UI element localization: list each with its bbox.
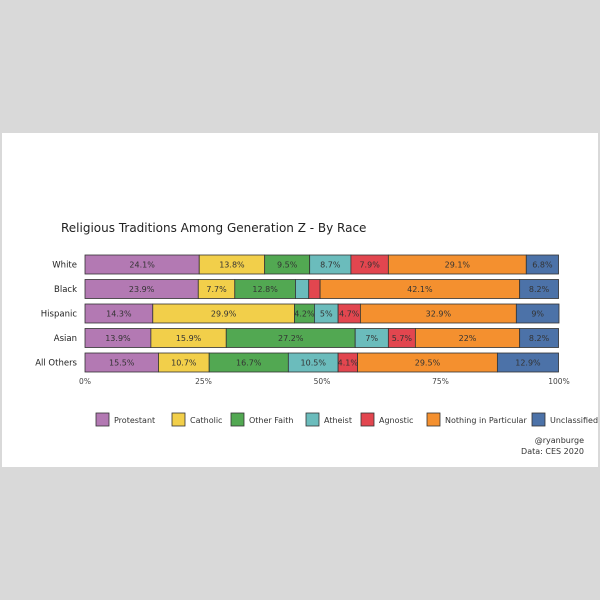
data-label: 27.2%: [278, 334, 304, 343]
legend-swatch: [172, 413, 185, 426]
category-label: Black: [54, 285, 77, 295]
legend-swatch: [361, 413, 374, 426]
data-label: 8.2%: [528, 285, 550, 294]
legend-swatch: [427, 413, 440, 426]
data-label: 42.1%: [407, 285, 433, 294]
category-label: Asian: [53, 334, 77, 344]
data-label: 32.9%: [425, 309, 452, 319]
data-label: 4.7%: [339, 309, 360, 319]
bar-segment: [309, 280, 320, 299]
data-label: 4.2%: [294, 309, 315, 319]
data-label: 12.9%: [515, 358, 541, 368]
data-label: 15.9%: [175, 334, 202, 343]
bars-group: [35, 255, 559, 372]
data-label: 24.1%: [129, 260, 155, 270]
data-label: 13.8%: [219, 260, 245, 270]
chart-card: [2, 133, 598, 467]
x-tick-label: 100%: [548, 377, 570, 386]
data-label: 5.7%: [391, 334, 413, 343]
data-label: 10.5%: [300, 358, 326, 368]
data-label: 7%: [365, 334, 379, 343]
legend-swatch: [532, 413, 545, 426]
legend-label: Protestant: [114, 416, 156, 425]
data-label: 14.3%: [106, 309, 132, 319]
legend-label: Agnostic: [379, 416, 414, 425]
data-label: 9%: [531, 309, 545, 319]
data-label: 16.7%: [236, 358, 262, 368]
legend-swatch: [231, 413, 244, 426]
data-label: 5%: [319, 309, 333, 319]
category-label: All Others: [35, 358, 77, 369]
legend-label: Atheist: [324, 416, 352, 425]
bar-segment: [295, 280, 308, 299]
category-label: White: [52, 260, 77, 271]
data-label: 6.8%: [532, 260, 553, 270]
legend-label: Other Faith: [249, 416, 294, 425]
legend-swatch: [306, 413, 319, 426]
data-label: 15.5%: [109, 358, 135, 368]
data-label: 7.7%: [206, 285, 227, 294]
legend-label: Nothing in Particular: [445, 416, 527, 425]
data-label: 29.5%: [414, 358, 441, 368]
credit-handle: @ryanburge: [534, 436, 584, 445]
x-axis-ticks: [79, 377, 570, 386]
chart: [2, 133, 598, 467]
x-tick-label: 25%: [195, 377, 212, 386]
chart-title: Religious Traditions Among Generation Z - By Race: [61, 221, 367, 235]
data-label: 29.9%: [210, 309, 237, 319]
data-label: 23.9%: [128, 285, 155, 294]
data-label: 29.1%: [444, 260, 471, 270]
data-label: 4.1%: [337, 358, 358, 368]
data-label: 12.8%: [252, 285, 278, 294]
x-tick-label: 75%: [432, 377, 449, 386]
legend-label: Catholic: [190, 416, 223, 425]
x-tick-label: 50%: [313, 377, 331, 386]
legend: [96, 413, 598, 426]
data-label: 8.2%: [528, 334, 550, 343]
data-label: 9.5%: [276, 260, 298, 270]
credit-source: Data: CES 2020: [521, 447, 584, 456]
data-label: 8.7%: [320, 260, 341, 270]
legend-swatch: [96, 413, 109, 426]
data-label: 13.9%: [105, 334, 131, 343]
category-label: Hispanic: [40, 309, 77, 320]
legend-label: Unclassified: [550, 416, 598, 425]
data-label: 10.7%: [171, 358, 197, 368]
data-label: 7.9%: [359, 260, 380, 270]
x-tick-label: 0%: [79, 377, 91, 386]
data-label: 22%: [458, 334, 477, 343]
